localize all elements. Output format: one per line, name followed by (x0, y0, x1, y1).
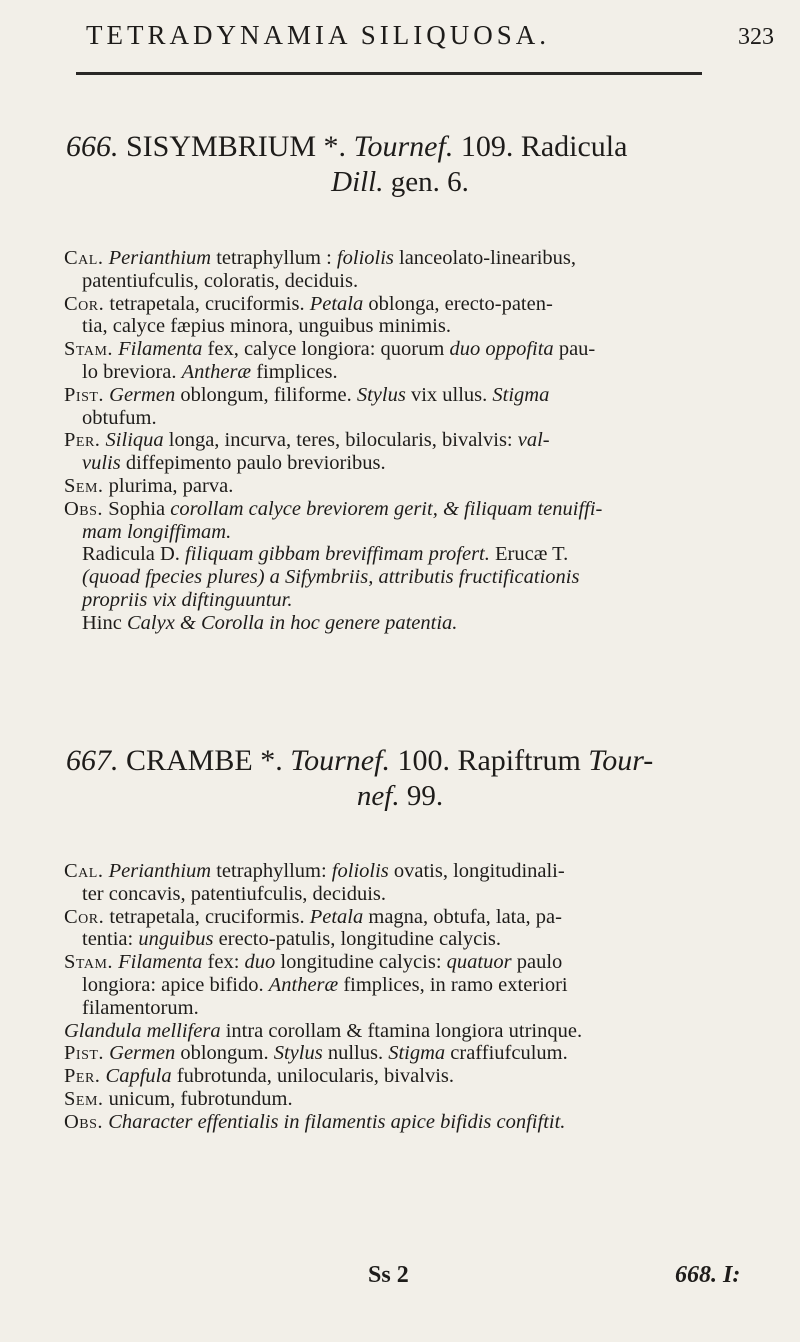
synonym: Radicula (520, 130, 628, 163)
text-line: Per. Siliqua longa, incurva, teres, bilocularis, bivalvis: val- (64, 429, 550, 452)
subheading-author: nef. (356, 780, 400, 812)
text-line: Cal. Perianthium tetraphyllum: foliolis ovatis, longitudinali- (64, 860, 565, 882)
genus-heading-crambe (66, 743, 746, 779)
text-line: mam longiffimam. (82, 520, 232, 543)
text-line: Glandula mellifera intra corollam & ftamina longiora utrinque. (64, 1019, 583, 1042)
text-line: Cor. tetrapetala, cruciformis. Petala oblonga, erecto-paten- (64, 292, 553, 315)
text-line: patentiufculis, coloratis, deciduis. (82, 269, 359, 292)
subheading-ref: 99. (406, 780, 444, 812)
text-line: Pist. Germen oblongum, filiforme. Stylus vix ullus. Stigma (64, 383, 550, 406)
subheading-author: Dill. (331, 166, 384, 198)
reference-number: 109. (460, 130, 514, 163)
text-line: propriis vix diftinguuntur. (82, 588, 293, 611)
text-line: filamentorum. (82, 996, 199, 1019)
text-line: Stam. Filamenta fex: duo longitudine calycis: quatuor paulo (64, 951, 563, 974)
genus-name: CRAMBE *. (126, 744, 283, 777)
text-line: vulis diffepimento paulo brevioribus. (82, 452, 386, 475)
text-line: (quoad fpecies plures) a Sifymbriis, attributis fructificationis (82, 566, 580, 589)
genus-number: 666. (66, 130, 119, 163)
reference-author: Tournef. (290, 744, 390, 777)
text-line: obtufum. (82, 406, 157, 429)
text-line: Cal. Perianthium tetraphyllum : foliolis lanceolato-linearibus, (64, 247, 577, 269)
description-crambe (64, 860, 754, 1134)
page-footer (0, 1262, 800, 1294)
synonym: Rapiftrum (457, 744, 581, 777)
text-line: Pist. Germen oblongum. Stylus nullus. Stigma craffiufculum. (64, 1042, 568, 1065)
genus-heading-sisymbrium (66, 129, 746, 165)
page-number: 323 (738, 24, 774, 50)
text-line: Stam. Filamenta fex, calyce longiora: quorum duo oppofita pau- (64, 338, 596, 361)
running-head (86, 18, 780, 52)
running-head-title: TETRADYNAMIA SILIQUOSA. (86, 20, 550, 50)
header-rule (76, 72, 702, 75)
text-line: Sem. plurima, parva. (64, 474, 234, 497)
genus-number: 667. (66, 744, 119, 777)
genus-subheading (0, 779, 800, 813)
catchword: 668. I: (675, 1262, 741, 1288)
synonym-author: Tour- (588, 744, 654, 777)
text-line: Obs. Sophia corollam calyce breviorem gerit, & filiquam tenuiffi- (64, 497, 603, 520)
text-line: tia, calyce fæpius minora, unguibus minimis. (82, 315, 451, 338)
text-line: ter concavis, patentiufculis, deciduis. (82, 882, 386, 905)
text-line: Sem. unicum, fubrotundum. (64, 1087, 293, 1110)
text-line: Cor. tetrapetala, cruciformis. Petala magna, obtufa, lata, pa- (64, 905, 562, 928)
text-line: Obs. Character effentialis in filamentis apice bifidis confiftit. (64, 1110, 566, 1133)
text-line: Per. Capfula fubrotunda, unilocularis, bivalvis. (64, 1065, 455, 1088)
reference-author: Tournef. (353, 130, 454, 163)
text-line: tentia: unguibus erecto-patulis, longitudine calycis. (82, 928, 502, 951)
signature-mark: Ss 2 (368, 1262, 409, 1288)
genus-subheading (0, 165, 800, 199)
text-line: longiora: apice bifido. Antheræ fimplices, in ramo exteriori (82, 973, 568, 996)
subheading-ref: gen. 6. (390, 166, 469, 198)
reference-number: 100. (397, 744, 450, 777)
text-line: Radicula D. filiquam gibbam breviffimam profert. Erucæ T. (82, 543, 569, 566)
text-line: lo breviora. Antheræ fimplices. (82, 360, 338, 383)
text-line: Hinc Calyx & Corolla in hoc genere patentia. (82, 611, 458, 634)
genus-name: SISYMBRIUM *. (126, 130, 347, 163)
description-sisymbrium (64, 247, 754, 635)
